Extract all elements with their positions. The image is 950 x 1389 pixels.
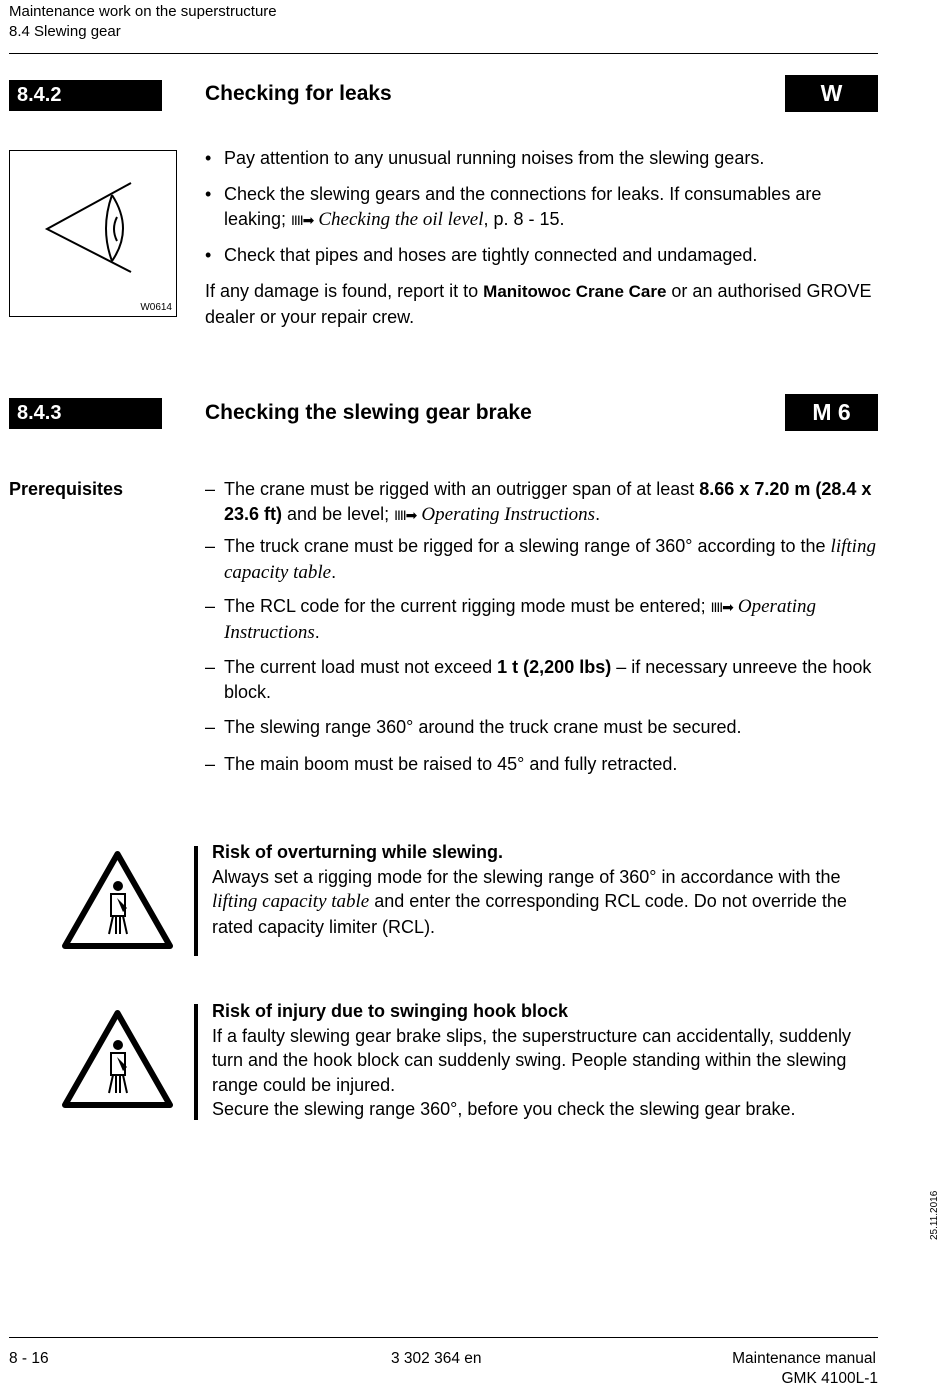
item-text: . bbox=[595, 503, 601, 524]
warning-text: If a faulty slewing gear brake slips, the superstructure can accidentally, suddenly turn and the hook block can suddenly swing. People standing within the slewing range could be injured. bbox=[212, 1025, 851, 1095]
outrigger-span-value: 8.66 x 7.20 m (28.4 x 23.6 ft) bbox=[224, 479, 872, 524]
bullet-text: Pay attention to any unusual running noises from the slewing gears. bbox=[224, 148, 765, 168]
bullet-marker: • bbox=[205, 245, 212, 265]
warning-bar bbox=[194, 846, 198, 956]
header-rule bbox=[9, 53, 878, 54]
eye-icon bbox=[10, 151, 176, 316]
cross-reference-arrow-icon: IIII➡ bbox=[394, 506, 417, 523]
item-text: The slewing range 360° around the truck crane must be secured. bbox=[224, 717, 742, 737]
revision-date: 25.11.2016 bbox=[929, 1190, 940, 1240]
cross-reference-arrow-icon: IIII➡ bbox=[710, 599, 733, 615]
section-badge-843: M 6 bbox=[785, 394, 878, 431]
document-number: 3 302 364 en bbox=[391, 1350, 482, 1367]
cross-reference-arrow-icon: IIII➡ bbox=[291, 211, 314, 228]
item-text: The current load must not exceed bbox=[224, 657, 498, 677]
warning-text: Secure the slewing range 360°, before you check the slewing gear brake. bbox=[212, 1099, 796, 1119]
damage-text: If any damage is found, report it to bbox=[205, 281, 484, 301]
item-text: The crane must be rigged with an outrigger span of at least bbox=[224, 479, 700, 499]
prerequisites-label: Prerequisites bbox=[9, 479, 124, 499]
oil-level-reference-link[interactable]: Checking the oil level bbox=[318, 208, 484, 230]
prerequisite-item-6 bbox=[205, 752, 880, 777]
bullet-marker: • bbox=[205, 184, 212, 204]
warning-bar bbox=[194, 1004, 198, 1120]
warning-swinging-hook bbox=[212, 999, 880, 1122]
manual-name: Maintenance manual bbox=[732, 1350, 876, 1367]
dash-marker: – bbox=[205, 479, 216, 499]
footer-rule bbox=[9, 1337, 878, 1338]
leak-check-bullet-3 bbox=[205, 243, 880, 268]
header-chapter: Maintenance work on the superstructure bbox=[9, 3, 277, 20]
dash-marker: – bbox=[205, 754, 216, 774]
operating-instructions-link[interactable]: Operating Instructions bbox=[224, 596, 817, 643]
max-load-value: 1 t (2,200 lbs) bbox=[497, 657, 612, 677]
prerequisite-item-5 bbox=[205, 715, 880, 740]
warning-title: Risk of overturning while slewing. bbox=[212, 842, 504, 862]
section-number-842: 8.4.2 bbox=[9, 80, 162, 111]
section-title-843: Checking the slewing gear brake bbox=[205, 401, 532, 424]
page-number: 8 - 16 bbox=[9, 1350, 49, 1367]
leak-check-bullet-2 bbox=[205, 182, 880, 232]
dash-marker: – bbox=[205, 596, 216, 616]
prerequisite-item-2 bbox=[205, 534, 880, 585]
item-text: . bbox=[331, 561, 337, 582]
company-name: Manitowoc Crane Care bbox=[483, 282, 667, 301]
warning-text: Always set a rigging mode for the slewing range of 360° in accordance with the bbox=[212, 866, 841, 887]
header-section: 8.4 Slewing gear bbox=[9, 23, 121, 40]
danger-warning-triangle-icon bbox=[61, 850, 174, 950]
item-text: – if necessary unreeve the hook block. bbox=[224, 657, 872, 702]
warning-title: Risk of injury due to swinging hook block bbox=[212, 1001, 569, 1021]
dash-marker: – bbox=[205, 536, 216, 556]
operating-instructions-link[interactable]: Operating Instructions bbox=[421, 503, 596, 525]
figure-label: W0614 bbox=[140, 302, 172, 313]
bullet-text: Check that pipes and hoses are tightly connected and undamaged. bbox=[224, 245, 758, 265]
item-text: The truck crane must be rigged for a slewing range of 360° according to the bbox=[224, 536, 831, 556]
bullet-marker: • bbox=[205, 148, 212, 168]
item-text: . bbox=[314, 621, 320, 642]
prerequisite-item-1 bbox=[205, 477, 880, 527]
eye-inspection-figure bbox=[9, 150, 177, 317]
lifting-capacity-table-link[interactable]: lifting capacity table bbox=[224, 536, 876, 583]
item-text: The RCL code for the current rigging mode must be entered; bbox=[224, 596, 711, 616]
dash-marker: – bbox=[205, 717, 216, 737]
dash-marker: – bbox=[205, 657, 216, 677]
prerequisite-item-4 bbox=[205, 655, 880, 704]
model-name: GMK 4100L-1 bbox=[781, 1370, 878, 1387]
warning-overturning bbox=[212, 840, 880, 939]
lifting-capacity-table-link[interactable]: lifting capacity table bbox=[212, 891, 370, 912]
item-text: The main boom must be raised to 45° and fully retracted. bbox=[224, 754, 678, 774]
danger-warning-triangle-icon bbox=[61, 1009, 174, 1109]
warning-text: and enter the corresponding RCL code. Do not override the rated capacity limiter (RCL). bbox=[212, 891, 847, 937]
prerequisite-item-3 bbox=[205, 594, 880, 645]
section-number-843: 8.4.3 bbox=[9, 398, 162, 429]
leak-check-bullet-1 bbox=[205, 146, 880, 171]
item-text: and be level; bbox=[282, 503, 395, 524]
damage-report-paragraph bbox=[205, 279, 880, 329]
bullet-text: Check the slewing gears and the connections for leaks. If consumables are leaking; bbox=[224, 184, 822, 229]
section-badge-842: W bbox=[785, 75, 878, 112]
damage-text-tail: or an authorised GROVE dealer or your repair crew. bbox=[205, 281, 872, 327]
bullet-text-tail: , p. 8 - 15. bbox=[483, 208, 565, 229]
section-title-842: Checking for leaks bbox=[205, 82, 392, 105]
